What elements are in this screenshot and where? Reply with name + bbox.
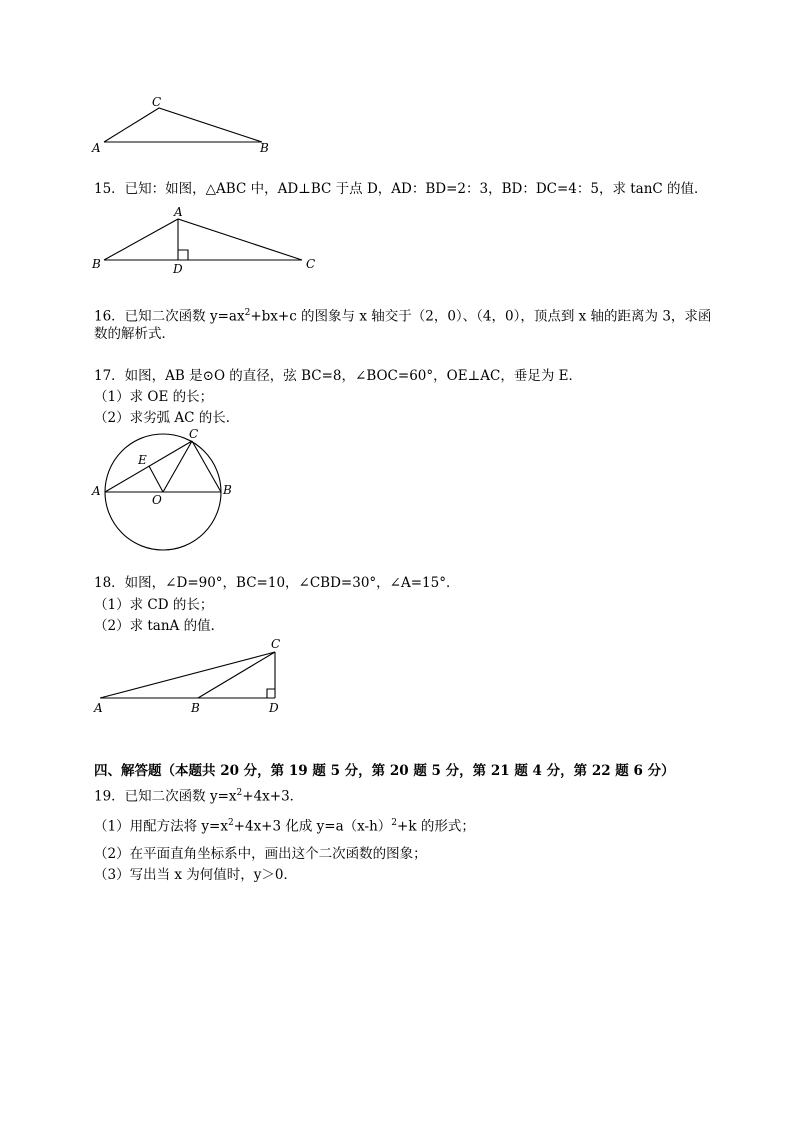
label-c: C bbox=[306, 257, 316, 271]
label-e: E bbox=[138, 453, 147, 467]
question-18-text: 18．如图，∠D=90°，BC=10，∠CBD=30°，∠A=15°． bbox=[94, 575, 460, 591]
label-a: A bbox=[92, 141, 101, 155]
question-16-line-2: 数的解析式． bbox=[94, 326, 175, 342]
question-17-sub-1: （1）求 OE 的长； bbox=[94, 389, 214, 405]
label-b: B bbox=[223, 483, 232, 497]
question-15-text: 15．已知：如图，△ABC 中，AD⊥BC 于点 D，AD：BD=2：3，BD：DC=4：5，求 tanC 的值． bbox=[94, 181, 708, 197]
chord-ac bbox=[105, 441, 192, 492]
q19-sub1-b: +4x+3 化成 y=a（x-h） bbox=[233, 818, 392, 835]
question-17-sub-2: （2）求劣弧 AC 的长． bbox=[94, 410, 240, 426]
q19-sub1-a: （1）用配方法将 y=x bbox=[94, 818, 228, 835]
q19-sub1-sup1: 2 bbox=[227, 818, 234, 828]
section-4-heading: 四、解答题（本题共 20 分，第 19 题 5 分，第 20 题 5 分，第 21 题 4 分，第 22 题 6 分） bbox=[94, 763, 675, 779]
question-19-sub-3: （3）写出当 x 为何值时，y＞0． bbox=[94, 867, 298, 883]
q16-line1-pre: 16．已知二次函数 y=ax bbox=[94, 308, 245, 325]
q19-text-post: +4x+3． bbox=[242, 788, 304, 805]
label-c: C bbox=[189, 427, 199, 441]
label-a: A bbox=[174, 205, 183, 219]
figure-q15-triangle bbox=[88, 202, 328, 276]
q15-right-angle-mark bbox=[178, 250, 188, 260]
label-a: A bbox=[94, 701, 103, 715]
triangle-abc-outline bbox=[104, 108, 262, 142]
label-a: A bbox=[92, 484, 101, 498]
segment-ac bbox=[100, 652, 275, 698]
segment-bc bbox=[198, 652, 275, 698]
q19-superscript: 2 bbox=[236, 788, 243, 798]
segment-oe bbox=[149, 466, 163, 492]
label-d: D bbox=[269, 701, 279, 715]
q16-line1-post: +bx+c 的图象与 x 轴交于（2，0）、（4，0），顶点到 x 轴的距离为 3，求函 bbox=[250, 308, 712, 325]
label-b: B bbox=[92, 257, 101, 271]
q15-triangle-outline bbox=[104, 219, 302, 260]
question-16-line-1 bbox=[94, 304, 711, 326]
label-b: B bbox=[191, 701, 200, 715]
figure-triangle-abc-top bbox=[88, 94, 278, 160]
figure-q17-circle bbox=[88, 426, 248, 554]
q19-sub1-sup2: 2 bbox=[391, 818, 398, 828]
q19-sub1-c: +k 的形式； bbox=[397, 818, 475, 835]
question-18-sub-2: （2）求 tanA 的值． bbox=[94, 618, 225, 634]
q19-text-pre: 19．已知二次函数 y=x bbox=[94, 788, 237, 805]
figure-q18-triangle bbox=[88, 636, 298, 718]
label-d: D bbox=[173, 262, 183, 276]
q18-right-angle-mark bbox=[267, 689, 275, 698]
label-b: B bbox=[260, 141, 269, 155]
label-c: C bbox=[152, 95, 162, 109]
question-19-text bbox=[94, 784, 303, 806]
question-19-sub-1 bbox=[94, 814, 475, 836]
question-19-sub-2: （2）在平面直角坐标系中，画出这个二次函数的图象； bbox=[94, 846, 427, 862]
q16-superscript: 2 bbox=[244, 308, 251, 318]
chord-bc bbox=[192, 441, 221, 492]
question-18-sub-1: （1）求 CD 的长； bbox=[94, 597, 214, 613]
segment-oc bbox=[163, 441, 192, 492]
question-17-text: 17．如图，AB 是⊙O 的直径，弦 BC=8，∠BOC=60°，OE⊥AC，垂足为 E． bbox=[94, 368, 582, 384]
label-c: C bbox=[271, 637, 281, 651]
label-o: O bbox=[152, 493, 162, 507]
